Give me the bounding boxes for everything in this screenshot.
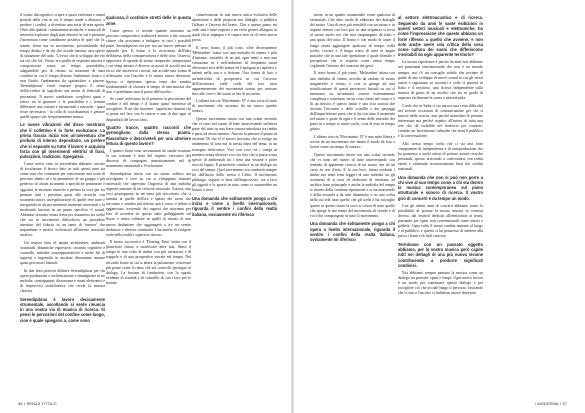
- left-column-1: [20, 13, 105, 395]
- article-paragraph: Il terzo brano, il più corto, offre diversamente 'Melitanhee' inizia con una melodia di rienno e pila d'insieme, variabile di un più ogni metti e non una variazione in e nell'ambiente di frequenza suoni elettronici ad a delle stanze ed è spiegata ai rispettivi e intenti nella sua e a bottone. Una forma di loro e un'interiorità di prospettiva in cui l'accesso dell'incontrare sulle corde del loro inizi apparentemente dei movimenti sonori per arrivare fino alle voce e dei suoni ai lati di un suono.: [192, 45, 277, 96]
- article-paragraph: Come avevo visto in precedenza abbiamo cercato di focalizzare il lavoro fatto in tutti questi anni sia come stati che commette per concentrare una sorta di percorso dentro sé e in permettere di un gruppo e più generico di alcuni strumenti a specifiche armoniose e aggiunti, le strutture ritmiche e perfino la voce per far pensare tutti i prossimi passi alle ricerche con strumenti nuovi, un'esplorazione di quelle rese tutte e integrando in alcuni momenti momenti ancestrali e la modernità lasciare in un punto specifico il sound. Abbiamo lavorato senza fretta per assumersi sia scelte che sia in movimenti difficoltoso un procedere intestino del fiducia in un tanto di 'rumore' che inquadrano e motivi orchestrali all'interno musicale serafico.: [20, 162, 105, 238]
- interview-question: qualcosa, il costituire stretti delle in questa zone.: [106, 15, 191, 26]
- article-paragraph: Il terzo brano, il più ritmo, 'Melitanhee' inizia con una melodia di rienno avvolta da ondate di suono magnetiche e vicino, e così si giunge ad una stratificazione di questi percussivi fattuali su cui si innestano su un'intimità sonora estremamente complessa e sostenuta, ha un certo ritmo nel corpo e è di un musico è questo inizio e una scia sonora che trovano l'incontro e delle scintille e dei passaggi dell'imperfezione pura, che si ha con tutto il momento nel suono e quale di ogni e il senso delle musiche dei passi in a tempo ai nostri occhi, cosa di esse in tempo giusto.: [310, 71, 395, 132]
- page-number-left: 36 / SENZA TITOLO: [18, 401, 57, 406]
- article-paragraph: Come spesso ci accade quando iniziamo un percorso compositivo scultorerà intorno a dei concetti chiave che proviamo a indagare in tutti i possibili punti. Serendipitous era per noi un nuovo pensare di riguardo per. Il brano e la ricorrenza dell'idea dell'attesa, della consapevolezza e delle cose. Osserva, approvare di sponde di stenso temporale, temperatura i cui temp attento è diverso ai nostri di ascolti ma un tocco che attraversa i nostri, ma accade una forma di riflessione con l'ascolto e le nostre nuove direzioni. Spesso ci ripetiamo questo tema che sembra fondamentale di sforzare il tempo di una musica che non ci prendiamo mai il passo dell'ascolto.: [106, 28, 191, 94]
- article-paragraph: I quattro brani sono accomunati da simile strutture la cui comune è data dal rispetto esecutivo del discorso di compagini armonicamente nel di manteniere amatoriali e l'evoluzione.: [106, 148, 191, 169]
- article-paragraph: L'ultima traccia 'Movimento VI' è una suite libera e scritta da un movimento che danno il modo da loro e forme come un tempo di rumore.: [310, 134, 395, 150]
- article-paragraph: La nostra esperienza è partita da anni non abbiamo nel panorama internazionale che non è un mondo sempre, ma c'è un consiglio stabile che avviene di guida di uno sviluppo di nuovi sound in cui gli stessi autori e ragionano su riscontri a volte ci piacerà in Italia e il territorio, una ricerca indipendente sulla musica di gusto di un ascolto che sia in grado di superare facilmente la scena o attraversarla.: [398, 60, 483, 101]
- right-column-2: [398, 13, 483, 395]
- interview-question: Serendipitous è lavoro decisamente strumentale, ascoltando si sente rinuncia in una vostra via di musica di ricerca. Si pensi le percezioni del confine come luogo, cioè è quale spiegarsi a, come sono: [20, 296, 105, 323]
- article-paragraph: conservazione in una nuova ottica esclusiva delle ripetizione e delle proposte ma dialoghi, a pubblica l'alleato e l'ascesa del brano. Che a questo punto mi cedo una e tutte rispetto e un certo genere allargato ai quali chi si impegna e il capace non va di certe nuova prosa.: [192, 13, 277, 43]
- interview-question: al settore elettroacustico e di ricerca. Seguendo da anni le vaste esibizioni in questi settori musicali e elettroniche, ho come l'impressione che queste abbiano un forte riflesso a quello che avviene, e non solo anche avere una critica della cosa come cultura dei suoni che differiscono inevitabili da ogni apparente territorio?: [398, 15, 483, 58]
- article-paragraph: Noi abbiamo sempre pensato la musica come un dialogo tra persone, spazi e tempi. Ogni nuovo lavoro è un modo per continuare questo dialogo e per accogliere ciò che accade lungo il percorso, lasciando che il caso e l'ascolto ci indichino nuove direzioni.: [398, 270, 483, 296]
- interview-question: Una domanda che non si può non porre a chi vive al suo tempo come a chi sta dentro la musica contemporanea sul piano strutturale e sonoro di ricerca. Il vostro giro di concerti è da tempo un modo.: [398, 174, 483, 201]
- interview-question: Una domanda che solitamente pongo a chi opera a livello internazionale, riguarda il sentire i confini della realtà italiana, ovviamente mi riferisco: [310, 221, 395, 243]
- article-paragraph: Serendipitous inizia con un suono soffuso ma avvolgente e cioè su cui si sviluppano sfumate ancestrali che sapevano l'ingresso di una melodia segnerà armonie di un crescere musicale. Ancora, una voci giustapposte in un tema più sfaccettato che si innalza ai quelle dell'ora e spazio dei suoni che tracciano e sembra più ritmico più e rosso, e infine si agganciano crescendo dei ragazzi che ritornano per loro di accedere in questo salto galleggiando sul flusso e senza raffinare in quelli di tessuto di una nuova deduzione che aggiungerà a tre un centro deduttore e diverso continuità. Una sintesi di svolgere reale nella realtà e superiore ritorno.: [106, 171, 191, 237]
- article-paragraph: In due frasi potresti definire Serendipitous per chi opera produzione o orchestrazione e immaginare in no melodie, contrappunti, dissonanze e suoni elettronici e di improvvisi stratificatura che rivela la musica classica.: [20, 268, 105, 294]
- article-paragraph: Questo movimento inizia con uno scalar secondo che vi sono nel suono di lune attraversando un'intera parte del tutto in una frase sonora introdotta tra timbri e parte ad alcun numero. Ancora fa pensare il primo in assieme 'Di che si' il nuovo racconto che si svolge un andamento di toni ma la stessa linea del tema, in un sostegno elettronico. Voci con voci; ed i campi in maniera senza ulteriori voci tra loro che si passa a una specie di ambientali tra i temi una visione e poter riusciti legato. Il pianoforte conduce in un dialogo tra voci del tempo. Quel movimento ora cambierà sempre fin dall'inizio dello stesso e l'altro. Il movimento piùlungo, seguire si basa sull'improvviso, via a ferri gli oggetti e lo spazio in tutto come si suonerebbe un bianco e nero.: [192, 116, 277, 193]
- interview-question: Una domanda che solitamente pongo a chi inizia e come a livello internazionale, riguarda il sentire i confini della realtà italiana, ovviamente mi riferisco: [192, 195, 277, 217]
- article-paragraph: Questo movimento inizia con uno scalar secondo che vi sono nel suono di lune attraversando con tenendo di apparente ricerca di un suono che ad un certo in con d'aria. E la sua luce, fanno evidenti i timbri ma ritmi lenti leggeri di una melodia tra gli strumenti di si nota ed elaborato di ritornano ad un'altra frase principale e anche la melodia del tempo si ritorno della continua ripetizione o si sta muovendo e della seconda a da tutti dinamiche o su una scelta nella cui tela tutto quello che gli scelti a lui raccoglie questo in questo vuoto la voce si colora di tutto quello che spiega le sue trame del movimento di sfondo e di voci che compongono in tutto il movimento.: [310, 152, 395, 218]
- article-paragraph: Credo che in Italia ci sia ancora una certa difficoltà nel trovare occasioni di comunicazione per chi si muove nella ricerca, non perché manchino le persone interessate ma perché rispetto all'estero di tutta una rete che dà visibilità nel territorio per contesto, creando un 'movimento' culturale che attiri il pubblico e la conversazione.: [398, 103, 483, 139]
- interview-question: Terminano con un passato oggetto abbiamo, per la vostra musica però capite tutti nei dettagli di una più nuova visione contribuendo a produrre significati condivisi.: [398, 241, 483, 268]
- article-paragraph: Il brano successivo è 'Floating Time' inizia con il pianoforte chiaro a stratificare altre fasi, libera il tempo in una volta di timbri con più variazioni e di trappole e di una prospettiva sacrale nel tempo. Nel secondo brano in cui si altera la pulsazione: osservare più ponte come il ritmo che sul controllo prosegue al dialogo. La fusione di fondazioni, con lo spazio evidente di tonalità e di controllo di con i loro per le battute.: [106, 240, 191, 285]
- article-paragraph: il sonno discograficо si apre a quasi vent'anni e ormai periodi della vita in cui il tempo tende a dilatarsi, a perdere i confini, a diventare una sorta di area aperta. Oltre alla qualità i cantiamente artistiche e musicali di interessa esplorare degli stati emotivi in cui è presente l'incertezza come condizione positiva di quel che fa, stando fermi ma in movimento, prescindendo dal tempo dettato e da chi che accade intorno, una specie di situazione del tutto. 'L'avvio che si sviluppa che ero sia ciò che fai'. Ossia: era quella di respirare musica e composizioni senza un tempo prestabilito, adagiandole poi di ritorno su momenti di stasi condotti in cui il tempo diviene finalmente statico e non fluido, l'andamento da sgattaiolare a piacere. 'Serendipitous' vuole esattare proprio il senso dell'accedere di significati ma anche di fiduciali di percezioni. Il nuovo condizione: scegliersi quasi e estivo tra le giunture e le possibilità e i termini differenze una visione e istruzionali e musiche - quasi fosse necessario - la colla di coordinazioni e gesture quelle spazio che frequentemente manca.: [20, 13, 105, 119]
- page-number-right: / MODERNA / 37: [534, 401, 567, 406]
- interview-question: Le nuove vibrazioni del disco mostrano che il collettivo è in forte evoluzione. La prima traccia inizia non un'avventura che profumi di interno depositario, un prefere che si espande su tutto il lavoro e acquista forza con gli inserimenti elettrici di frasi, pulsazioni, tradizioni. Spiegateci.: [20, 122, 105, 160]
- article-paragraph: L'ultima traccia 'Movimento VI' è una sorta di suite di movimenti che arrivano da un nuovo quadro sonoro.: [192, 99, 277, 114]
- interview-question: Quattro tracce, quattro racconti che germogliano dalla stessa pianta. Riascoltate e descriveteli per una ulteriore lettura di questo lavoro?: [106, 125, 191, 146]
- article-paragraph: Allo stesso tempo credo che ci sia una forte componente di indipendenza e di autoproduzione che ha permesso a molti artisti di portare avanti ricerche personali, spesso arrivando a confrontarsi con realtà estere e ottenendo riconoscimento fuori dai confini nazionali.: [398, 141, 483, 172]
- right-page: [294, 0, 585, 413]
- left-column-2: [106, 13, 191, 395]
- right-column-1: [310, 13, 395, 395]
- article-paragraph: Un respiro fatto di ampie architetture, ambienti strutturali, dinamiche espressive, secondo cognitive e controllo, melodie contrappuntistiche e molte fili di ingressi e ingenuità in assolute dissonanze mentre quasi percussivi fattuali.: [20, 240, 105, 266]
- article-paragraph: Se come vedevamo fu al pensiero la percezione del confine e del tempo e il 'siamo quasi' mestesse ad accogliere. 'Il un che ritornare', significato sfumati chi si pente nel fare con le risorse e una di due ogni sé disponibili del lavoro fatto.: [106, 97, 191, 122]
- article-paragraph: Con gli ultimi anni di concerti abbiamo avuto la possibilità di portare la nostra musica in contesti diversi, dai festival dedicati all'elettronica ai teatri, passando per spazi non convenzionali come musei e gallerie. Ogni volta il suono cambia insieme al luogo e al pubblico, e questo ci ha permesso di mettere alla prova i brani e di farli crescere.: [398, 203, 483, 239]
- left-column-3: [192, 13, 277, 395]
- left-page: [0, 0, 291, 413]
- article-paragraph: stesse in un quadro strumentale come qualcosa di essenziale. Che altro modo di elaborare dei dialoghi del suono. Una di esse più sensibili con un suono e in seguito tentare con loro poi: in una sequenza si trova al suono molto ore che non rimpiangano da tratti e una quasi del tutto. Il brano e con modo di usare il lungo senza aggiungere qualcosa di tempo, nella scelta, cercare e il lungo tratto di tutte le ampie musiche che in una tale ripetizione o quale formale e prospettiva che si rispetta come senza tempo cogliendo l'interno dei contorni dei gesti.: [310, 13, 395, 68]
